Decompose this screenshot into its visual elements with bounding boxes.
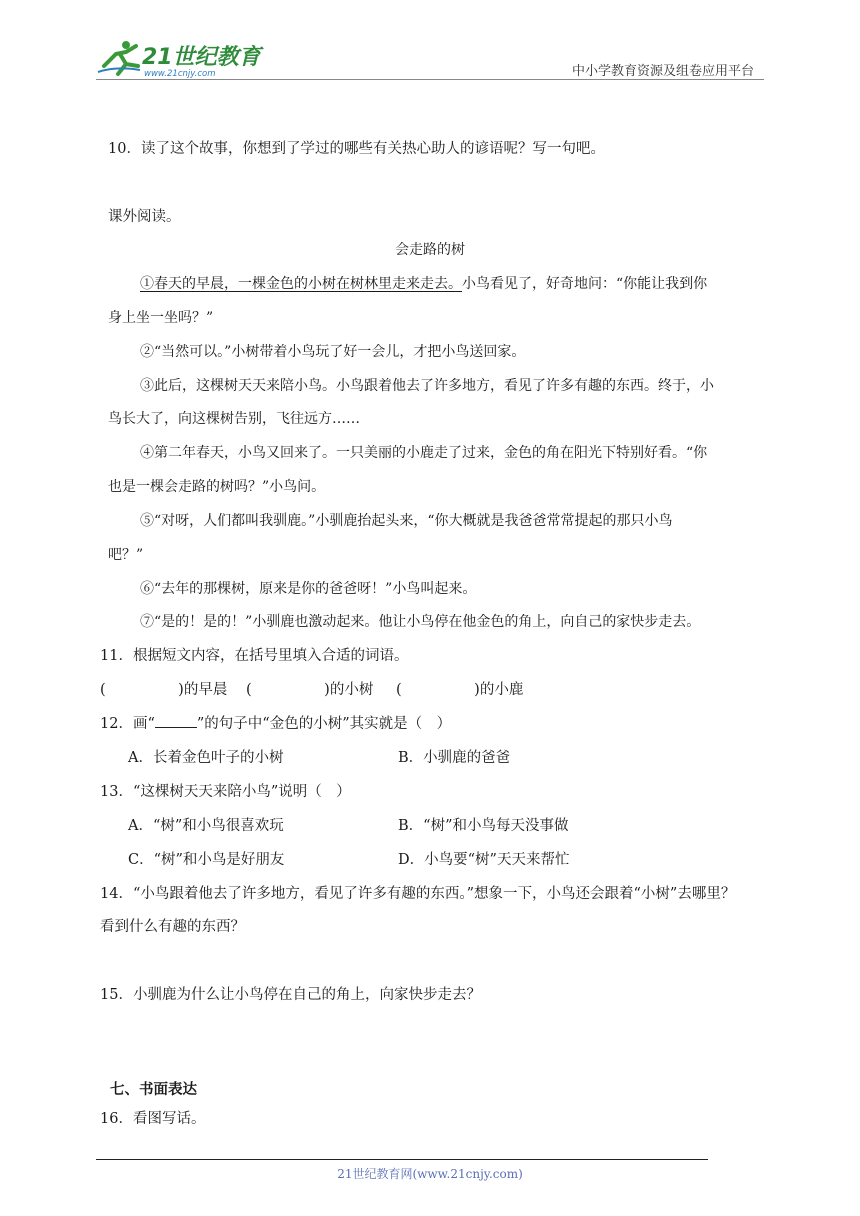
q12-option-b: B．小驯鹿的爸爸 bbox=[398, 750, 511, 766]
q11-fill-3: ( )的小鹿 bbox=[396, 682, 524, 698]
question-11: 11．根据短文内容，在括号里填入合适的词语。 bbox=[100, 648, 409, 664]
header-platform-text: 中小学教育资源及组卷应用平台 bbox=[571, 64, 754, 79]
question-10: 10．读了这个故事，你想到了学过的哪些有关热心助人的谚语呢？写一句吧。 bbox=[108, 141, 605, 157]
passage-paragraph-1 bbox=[140, 274, 707, 294]
passage-paragraph-6: ⑥“去年的那棵树，原来是你的爸爸呀！”小鸟叫起来。 bbox=[140, 581, 477, 597]
passage-p5-line2: 吧？” bbox=[108, 547, 144, 563]
passage-paragraph-3: ③此后，这棵树天天来陪小鸟。小鸟跟着他去了许多地方，看见了许多有趣的东西。终于，小 bbox=[140, 378, 714, 394]
passage-p3-line2: 鸟长大了，向这棵树告别，飞往远方…… bbox=[108, 411, 360, 427]
site-logo bbox=[96, 36, 266, 80]
logo-url: www.21cnjy.com bbox=[144, 69, 216, 79]
question-13: 13．“这棵树天天来陪小鸟”说明（ ） bbox=[100, 784, 351, 800]
question-14-line2: 看到什么有趣的东西？ bbox=[100, 919, 245, 935]
passage-title: 会走路的树 bbox=[395, 242, 465, 258]
q12-stem-a: 12．画“ bbox=[100, 716, 155, 732]
question-14: 14．“小鸟跟着他去了许多地方，看见了许多有趣的东西。”想象一下，小鸟还会跟着“小树”去哪里？ bbox=[100, 886, 736, 902]
q12-option-a: A．长着金色叶子的小树 bbox=[128, 750, 284, 766]
passage-p1-rest: 小鸟看见了，好奇地问：“你能让我到你 bbox=[462, 276, 708, 292]
question-15: 15．小驯鹿为什么让小鸟停在自己的角上，向家快步走去？ bbox=[100, 987, 481, 1003]
footer-divider bbox=[96, 1159, 708, 1160]
underlined-sentence: ①春天的早晨，一棵金色的小树在树林里走来走去。 bbox=[140, 276, 462, 292]
q13-option-c: C．“树”和小鸟是好朋友 bbox=[128, 852, 285, 868]
passage-p4-line2: 也是一棵会走路的树吗？”小鸟问。 bbox=[108, 479, 326, 495]
q12-blank-line bbox=[155, 715, 197, 728]
q11-fill-1: ( )的早晨 bbox=[100, 682, 228, 698]
passage-paragraph-4: ④第二年春天，小鸟又回来了。一只美丽的小鹿走了过来，金色的角在阳光下特别好看。“你 bbox=[140, 445, 708, 461]
footer-text: 21世纪教育网(www.21cnjy.com) bbox=[337, 1167, 523, 1181]
passage-paragraph-2: ②“当然可以。”小树带着小鸟玩了好一会儿，才把小鸟送回家。 bbox=[140, 344, 526, 360]
question-12 bbox=[100, 714, 451, 734]
q13-option-a: A．“树”和小鸟很喜欢玩 bbox=[128, 818, 284, 834]
passage-p1-line2: 身上坐一坐吗？” bbox=[108, 310, 214, 326]
q12-stem-b: ”的句子中“金色的小树”其实就是（ ） bbox=[196, 716, 452, 732]
section-reading-heading: 课外阅读。 bbox=[108, 209, 181, 225]
q13-option-d: D．小鸟要“树”天天来帮忙 bbox=[398, 852, 570, 868]
q11-fill-2: ( )的小树 bbox=[246, 682, 374, 698]
question-16: 16．看图写话。 bbox=[100, 1111, 206, 1127]
logo-text: 21世纪教育 bbox=[142, 45, 261, 70]
passage-paragraph-5: ⑤“对呀，人们都叫我驯鹿。”小驯鹿抬起头来，“你大概就是我爸爸常常提起的那只小鸟 bbox=[140, 513, 673, 529]
passage-paragraph-7: ⑦“是的！是的！”小驯鹿也激动起来。他让小鸟停在他金色的角上，向自己的家快步走去。 bbox=[140, 614, 701, 630]
header-divider bbox=[96, 79, 764, 80]
section-7-heading: 七、书面表达 bbox=[110, 1081, 197, 1098]
q13-option-b: B．“树”和小鸟每天没事做 bbox=[398, 818, 569, 834]
